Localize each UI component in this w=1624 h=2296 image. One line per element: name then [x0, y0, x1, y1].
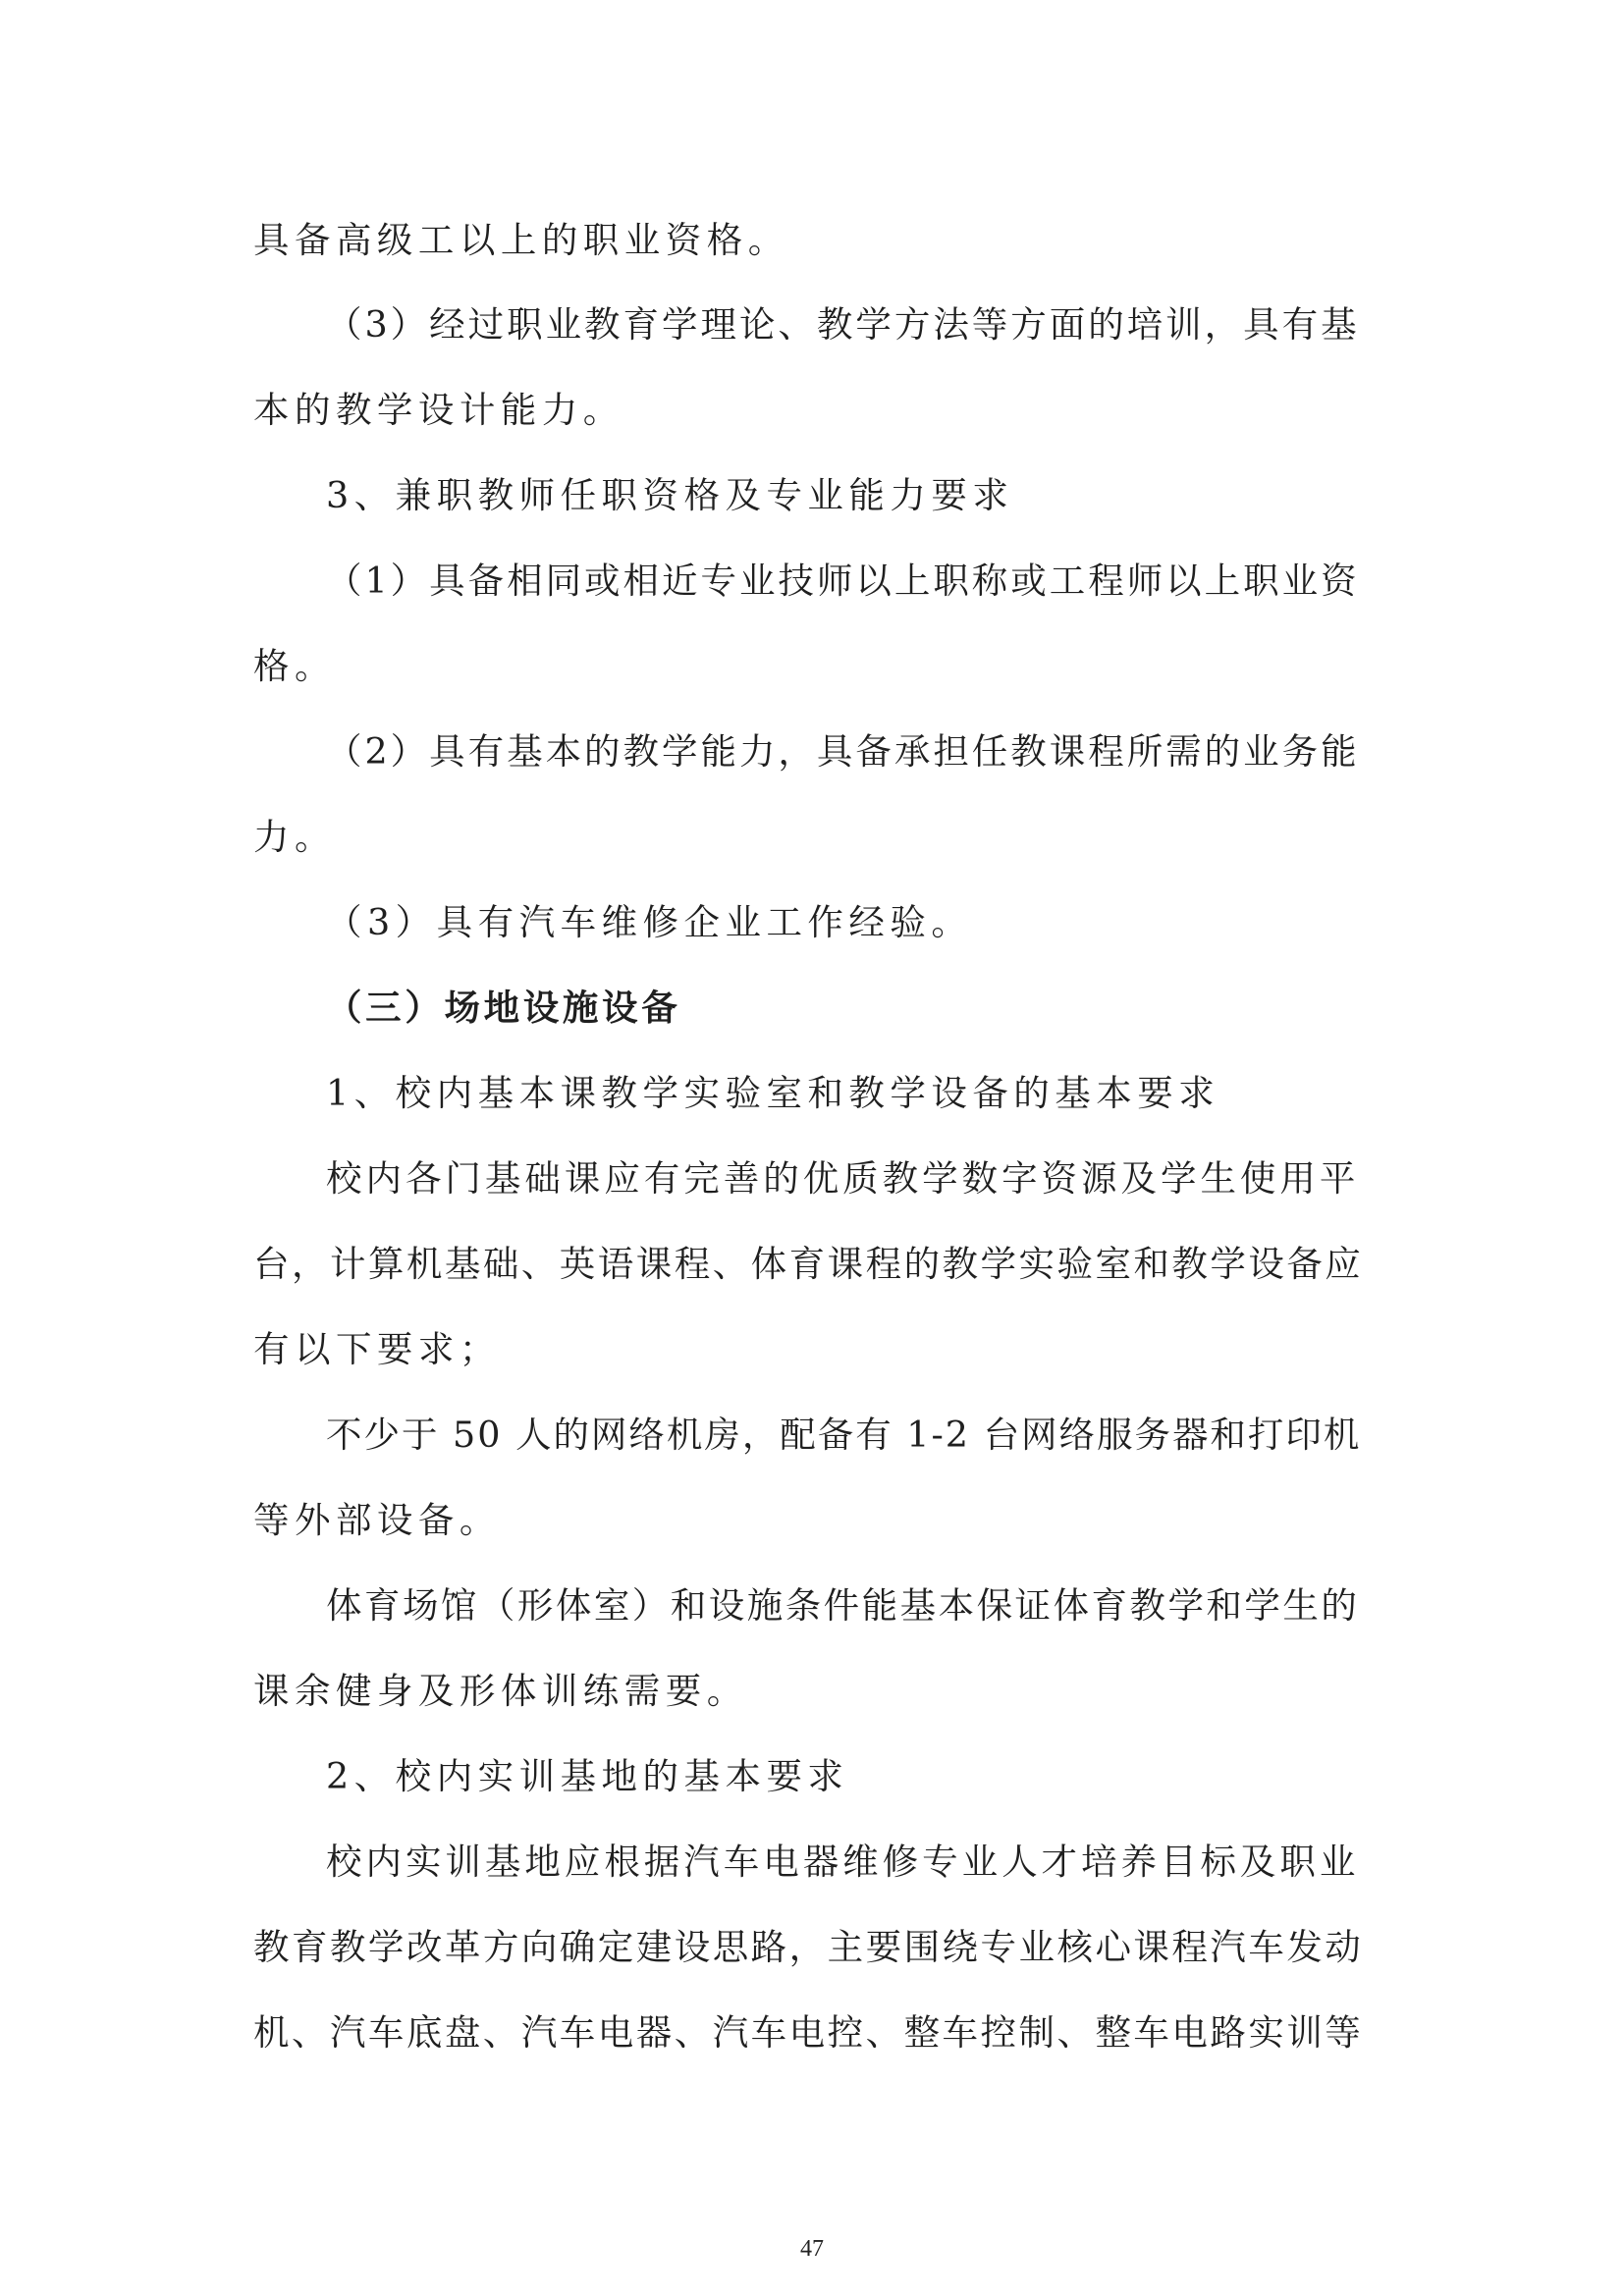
paragraph-line: 教育教学改革方向确定建设思路，主要围绕专业核心课程汽车发动 — [253, 1926, 1364, 1968]
paragraph-line: 机、汽车底盘、汽车电器、汽车电控、整车控制、整车电路实训等 — [253, 2011, 1364, 2054]
page-number: 47 — [800, 2236, 824, 2262]
subsection-heading: 3、兼职教师任职资格及专业能力要求 — [326, 474, 1014, 516]
list-item-continuation-line: 本的教学设计能力。 — [253, 389, 624, 431]
paragraph-line: 校内实训基地应根据汽车电器维修专业人才培养目标及职业 — [326, 1841, 1360, 1883]
list-item-continuation-line: 格。 — [253, 645, 336, 687]
paragraph-line: 课余健身及形体训练需要。 — [253, 1670, 748, 1712]
list-item-continuation-line: 力。 — [253, 816, 336, 858]
list-item-line: （1）具备相同或相近专业技师以上职称或工程师以上职业资 — [326, 560, 1360, 602]
list-item-line: （3）具有汽车维修企业工作经验。 — [326, 901, 973, 943]
paragraph-line: 等外部设备。 — [253, 1499, 501, 1541]
paragraph-line: 台，计算机基础、英语课程、体育课程的教学实验室和教学设备应 — [253, 1243, 1364, 1285]
section-heading: （三）场地设施设备 — [326, 987, 681, 1029]
subsection-heading: 1、校内基本课教学实验室和教学设备的基本要求 — [326, 1072, 1220, 1114]
paragraph-line: 体育场馆（形体室）和设施条件能基本保证体育教学和学生的 — [326, 1584, 1360, 1627]
subsection-heading: 2、校内实训基地的基本要求 — [326, 1755, 849, 1797]
list-item-line: （3）经过职业教育学理论、教学方法等方面的培训，具有基 — [326, 303, 1360, 346]
paragraph-line: 不少于 50 人的网络机房，配备有 1-2 台网络服务器和打印机 — [326, 1414, 1362, 1456]
list-item-line: （2）具有基本的教学能力，具备承担任教课程所需的业务能 — [326, 730, 1360, 773]
paragraph-line: 有以下要求； — [253, 1328, 501, 1370]
paragraph-continuation-line: 具备高级工以上的职业资格。 — [253, 219, 789, 261]
paragraph-line: 校内各门基础课应有完善的优质教学数字资源及学生使用平 — [326, 1157, 1360, 1200]
